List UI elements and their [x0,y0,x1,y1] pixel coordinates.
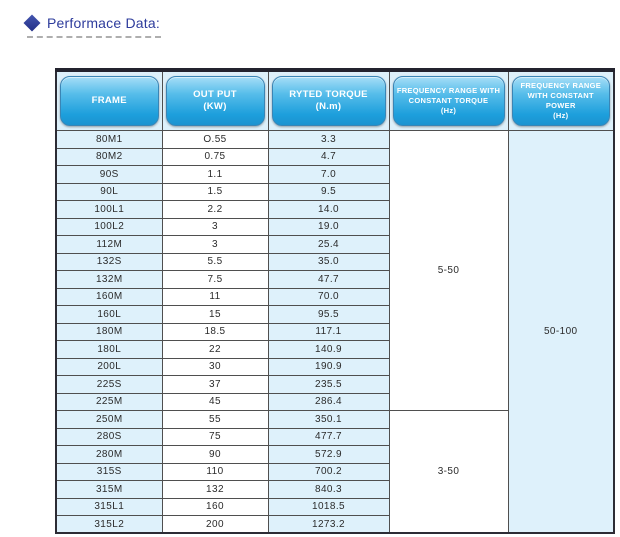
frame-cell: 315L2 [56,516,162,534]
column-header-cell-output [162,70,268,131]
torque-cell: 477.7 [268,428,389,446]
frame-cell: 200L [56,358,162,376]
column-header-output-button[interactable] [166,76,265,126]
torque-cell: 3.3 [268,131,389,149]
frame-cell: 160M [56,288,162,306]
column-header-cell-freq-torque [389,70,508,131]
torque-cell: 1273.2 [268,516,389,534]
column-header-label: OUT PUT [193,88,237,100]
constant-torque-range-cell: 5-50 [389,131,508,411]
performance-table-container [55,68,613,534]
column-header-torque-button[interactable] [272,76,386,126]
torque-cell: 35.0 [268,253,389,271]
torque-cell: 350.1 [268,411,389,429]
frame-cell: 180L [56,341,162,359]
output-cell: 1.1 [162,166,268,184]
torque-cell: 840.3 [268,481,389,499]
frame-cell: 160L [56,306,162,324]
column-header-cell-torque [268,70,389,131]
column-header-label: RYTED TORQUE [289,88,368,100]
output-cell: 22 [162,341,268,359]
frame-cell: 80M1 [56,131,162,149]
constant-torque-range-cell: 3-50 [389,411,508,534]
performance-table [55,68,615,534]
torque-cell: 235.5 [268,376,389,394]
torque-cell: 286.4 [268,393,389,411]
output-cell: 160 [162,498,268,516]
output-cell: 3 [162,218,268,236]
section-header [26,15,160,31]
frame-cell: 315M [56,481,162,499]
output-cell: 90 [162,446,268,464]
frame-cell: 90L [56,183,162,201]
torque-cell: 140.9 [268,341,389,359]
output-cell: 55 [162,411,268,429]
torque-cell: 117.1 [268,323,389,341]
column-header-freq-torque-button[interactable] [393,76,505,126]
output-cell: 45 [162,393,268,411]
output-cell: 200 [162,516,268,534]
column-header-label: FREQUENCY RANGE WITH CONSTANT TORQUE [396,85,501,105]
frame-cell: 315S [56,463,162,481]
output-cell: 2.2 [162,201,268,219]
frame-cell: 280S [56,428,162,446]
column-header-unit: (KW) [203,101,227,112]
column-header-cell-frame [56,70,162,131]
frame-cell: 90S [56,166,162,184]
torque-cell: 19.0 [268,218,389,236]
output-cell: 11 [162,288,268,306]
output-cell: 15 [162,306,268,324]
torque-cell: 95.5 [268,306,389,324]
frame-cell: 132S [56,253,162,271]
output-cell: 75 [162,428,268,446]
torque-cell: 70.0 [268,288,389,306]
output-cell: 132 [162,481,268,499]
output-cell: 0.75 [162,148,268,166]
column-header-unit: (N.m) [315,101,342,112]
output-cell: 37 [162,376,268,394]
frame-cell: 225S [56,376,162,394]
table-row [56,131,614,149]
torque-cell: 572.9 [268,446,389,464]
torque-cell: 25.4 [268,236,389,254]
torque-cell: 1018.5 [268,498,389,516]
torque-cell: 190.9 [268,358,389,376]
column-header-label: FRAME [91,94,127,106]
torque-cell: 14.0 [268,201,389,219]
output-cell: 3 [162,236,268,254]
table-body [56,131,614,534]
frame-cell: 80M2 [56,148,162,166]
frame-cell: 132M [56,271,162,289]
column-header-unit: (Hz) [440,106,457,116]
section-title: Performace Data: [47,15,160,31]
column-header-unit: (Hz) [553,111,569,121]
torque-cell: 7.0 [268,166,389,184]
torque-cell: 9.5 [268,183,389,201]
torque-cell: 700.2 [268,463,389,481]
column-header-freq-power-button[interactable] [512,76,611,126]
header-row [56,70,614,131]
column-header-cell-freq-power [508,70,614,131]
column-header-label: FREQUENCY RANGE WITH CONSTANT POWER [520,80,602,110]
frame-cell: 280M [56,446,162,464]
constant-power-range-cell: 50-100 [508,131,614,534]
column-header-frame-button[interactable] [60,76,159,126]
output-cell: O.55 [162,131,268,149]
frame-cell: 112M [56,236,162,254]
frame-cell: 100L1 [56,201,162,219]
frame-cell: 250M [56,411,162,429]
diamond-bullet-icon [24,15,41,32]
title-underline [27,36,161,38]
output-cell: 5.5 [162,253,268,271]
output-cell: 110 [162,463,268,481]
frame-cell: 100L2 [56,218,162,236]
output-cell: 18.5 [162,323,268,341]
output-cell: 30 [162,358,268,376]
torque-cell: 4.7 [268,148,389,166]
output-cell: 7.5 [162,271,268,289]
frame-cell: 180M [56,323,162,341]
frame-cell: 225M [56,393,162,411]
frame-cell: 315L1 [56,498,162,516]
output-cell: 1.5 [162,183,268,201]
torque-cell: 47.7 [268,271,389,289]
